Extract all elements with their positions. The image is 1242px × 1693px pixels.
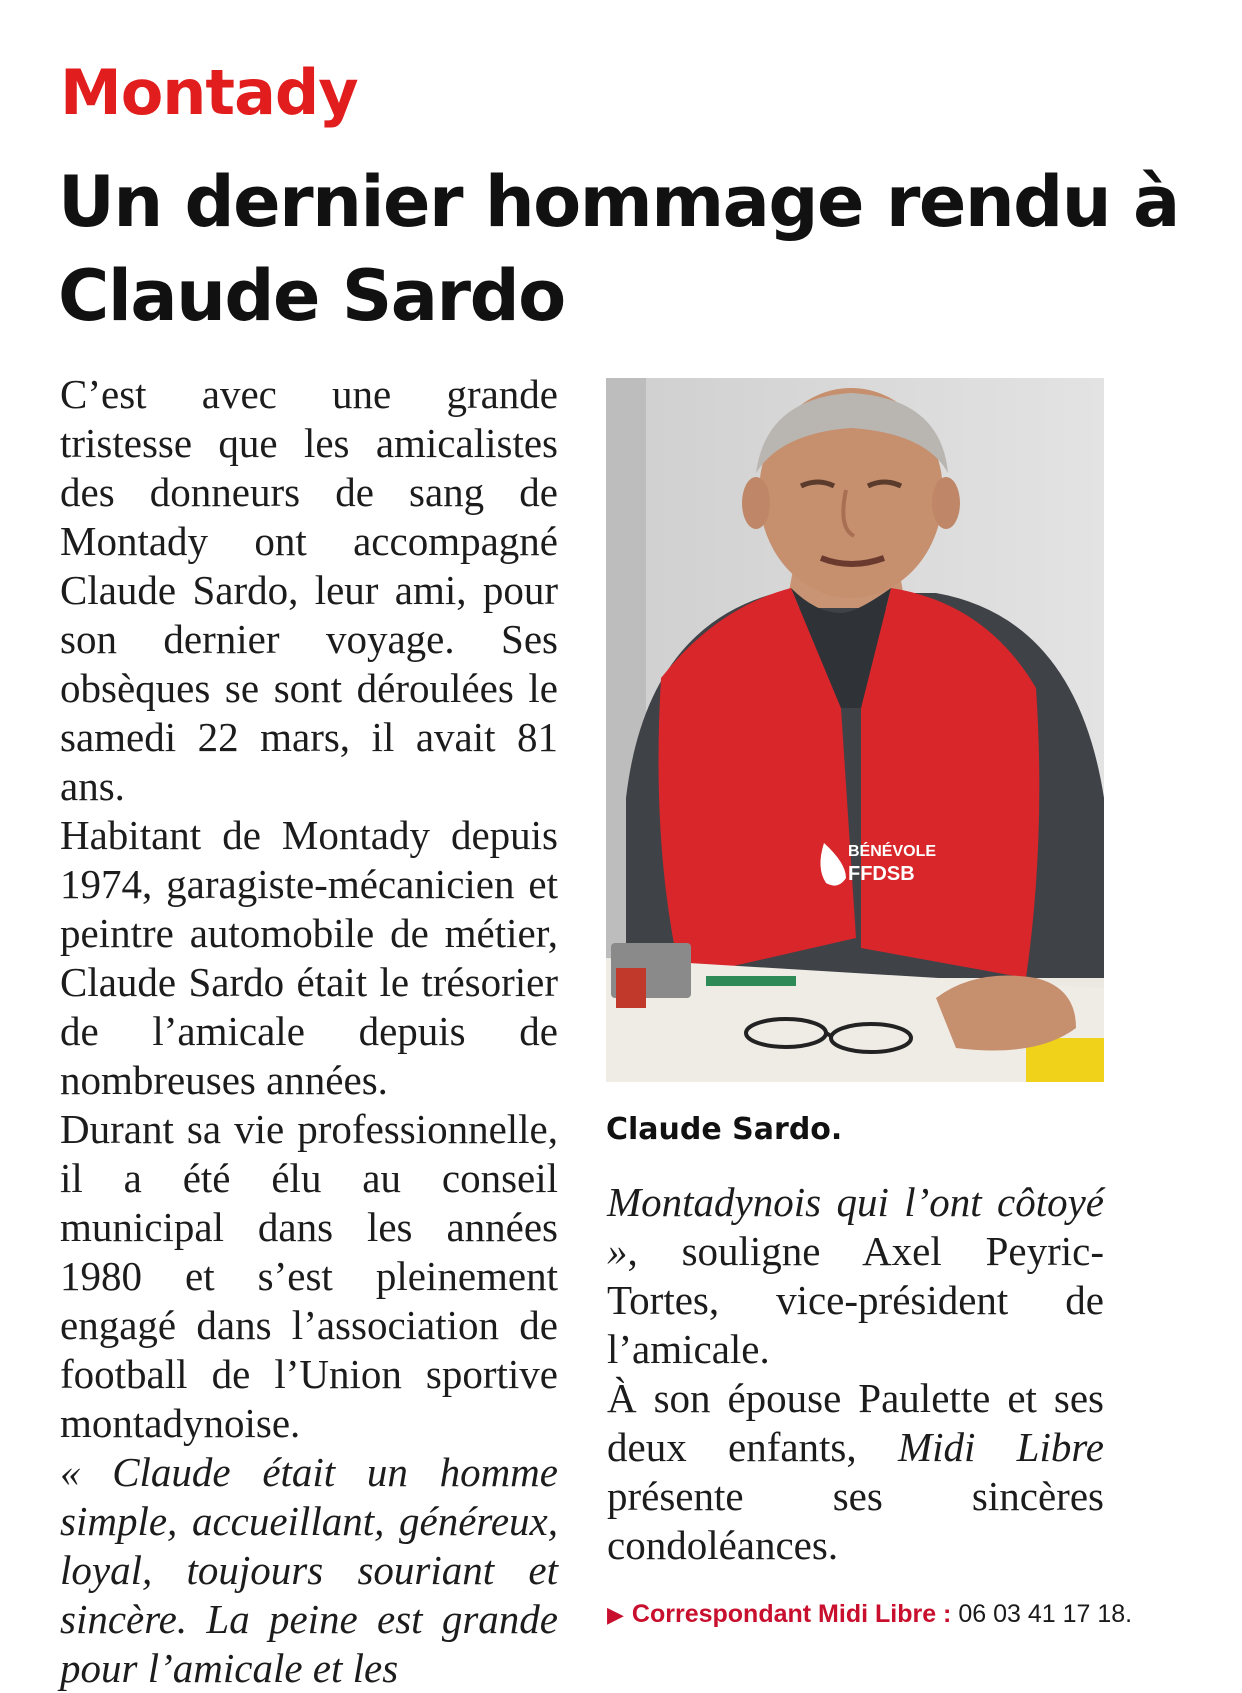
portrait-photo: [606, 378, 1104, 1082]
glasses-bridge: [826, 1033, 831, 1036]
triangle-arrow-icon: ▶: [607, 1602, 624, 1627]
paragraph-career: Durant sa vie professionnelle, il a été élu au conseil municipal dans les années 1980 et s’est pleinement engagé dans l’association de football de l’Union sportive montadynoise.: [60, 1106, 558, 1446]
paragraph-biography: Habitant de Montady depuis 1974, garagiste-mécanicien et peintre automobile de métier, Claude Sardo était le trésorier de l’amicale depuis de nombreuses années.: [60, 812, 558, 1103]
article-headline: Un dernier hommage rendu à Claude Sardo: [58, 161, 1179, 337]
paragraph-quote: [60, 1448, 558, 1693]
right-ear: [932, 477, 960, 529]
vest-text-ffdsb: FFDSB: [848, 863, 915, 885]
newspaper-name: Midi Libre: [897, 1424, 1104, 1470]
condolences-text-b: présente ses sincères condoléances.: [607, 1473, 1104, 1568]
section-kicker: Montady: [60, 56, 358, 129]
portrait-illustration: [606, 378, 1104, 1082]
correspondent-line: [607, 1600, 1133, 1629]
quote-text-end: Montadynois qui l’ont côtoyé »: [607, 1179, 1104, 1274]
stamp-strip: [706, 976, 796, 986]
correspondent-phone: 06 03 41 17 18.: [958, 1600, 1133, 1628]
vest-text-benevole: BÉNÉVOLE: [848, 843, 937, 860]
article-column-left: [60, 370, 558, 1693]
paragraph-intro: C’est avec une grande tristesse que les amicalistes des donneurs de sang de Montady ont accompagné Claude Sardo, leur ami, pour son dernier voyage. Ses obsèques se sont déroulées le samedi 22 mars, il avait 81 ans.: [60, 371, 558, 809]
photo-caption: Claude Sardo.: [606, 1112, 843, 1147]
condolences-text-a: À son épouse Paulette et ses deux enfants,: [607, 1375, 1104, 1470]
article-column-right: [607, 1178, 1104, 1570]
paragraph-condolences: [607, 1374, 1104, 1570]
stamp-red: [616, 968, 646, 1008]
correspondent-label: Correspondant Midi Libre :: [631, 1600, 952, 1628]
quote-text: « Claude était un homme simple, accueillant, généreux, loyal, toujours souriant et sincère. La peine est grande pour l’amicale et les: [60, 1449, 558, 1691]
hand: [936, 976, 1076, 1051]
left-ear: [742, 477, 770, 529]
paragraph-quote-end: [607, 1178, 1104, 1374]
quote-attribution: , souligne Axel Peyric-Tortes, vice-président de l’amicale.: [607, 1228, 1104, 1372]
